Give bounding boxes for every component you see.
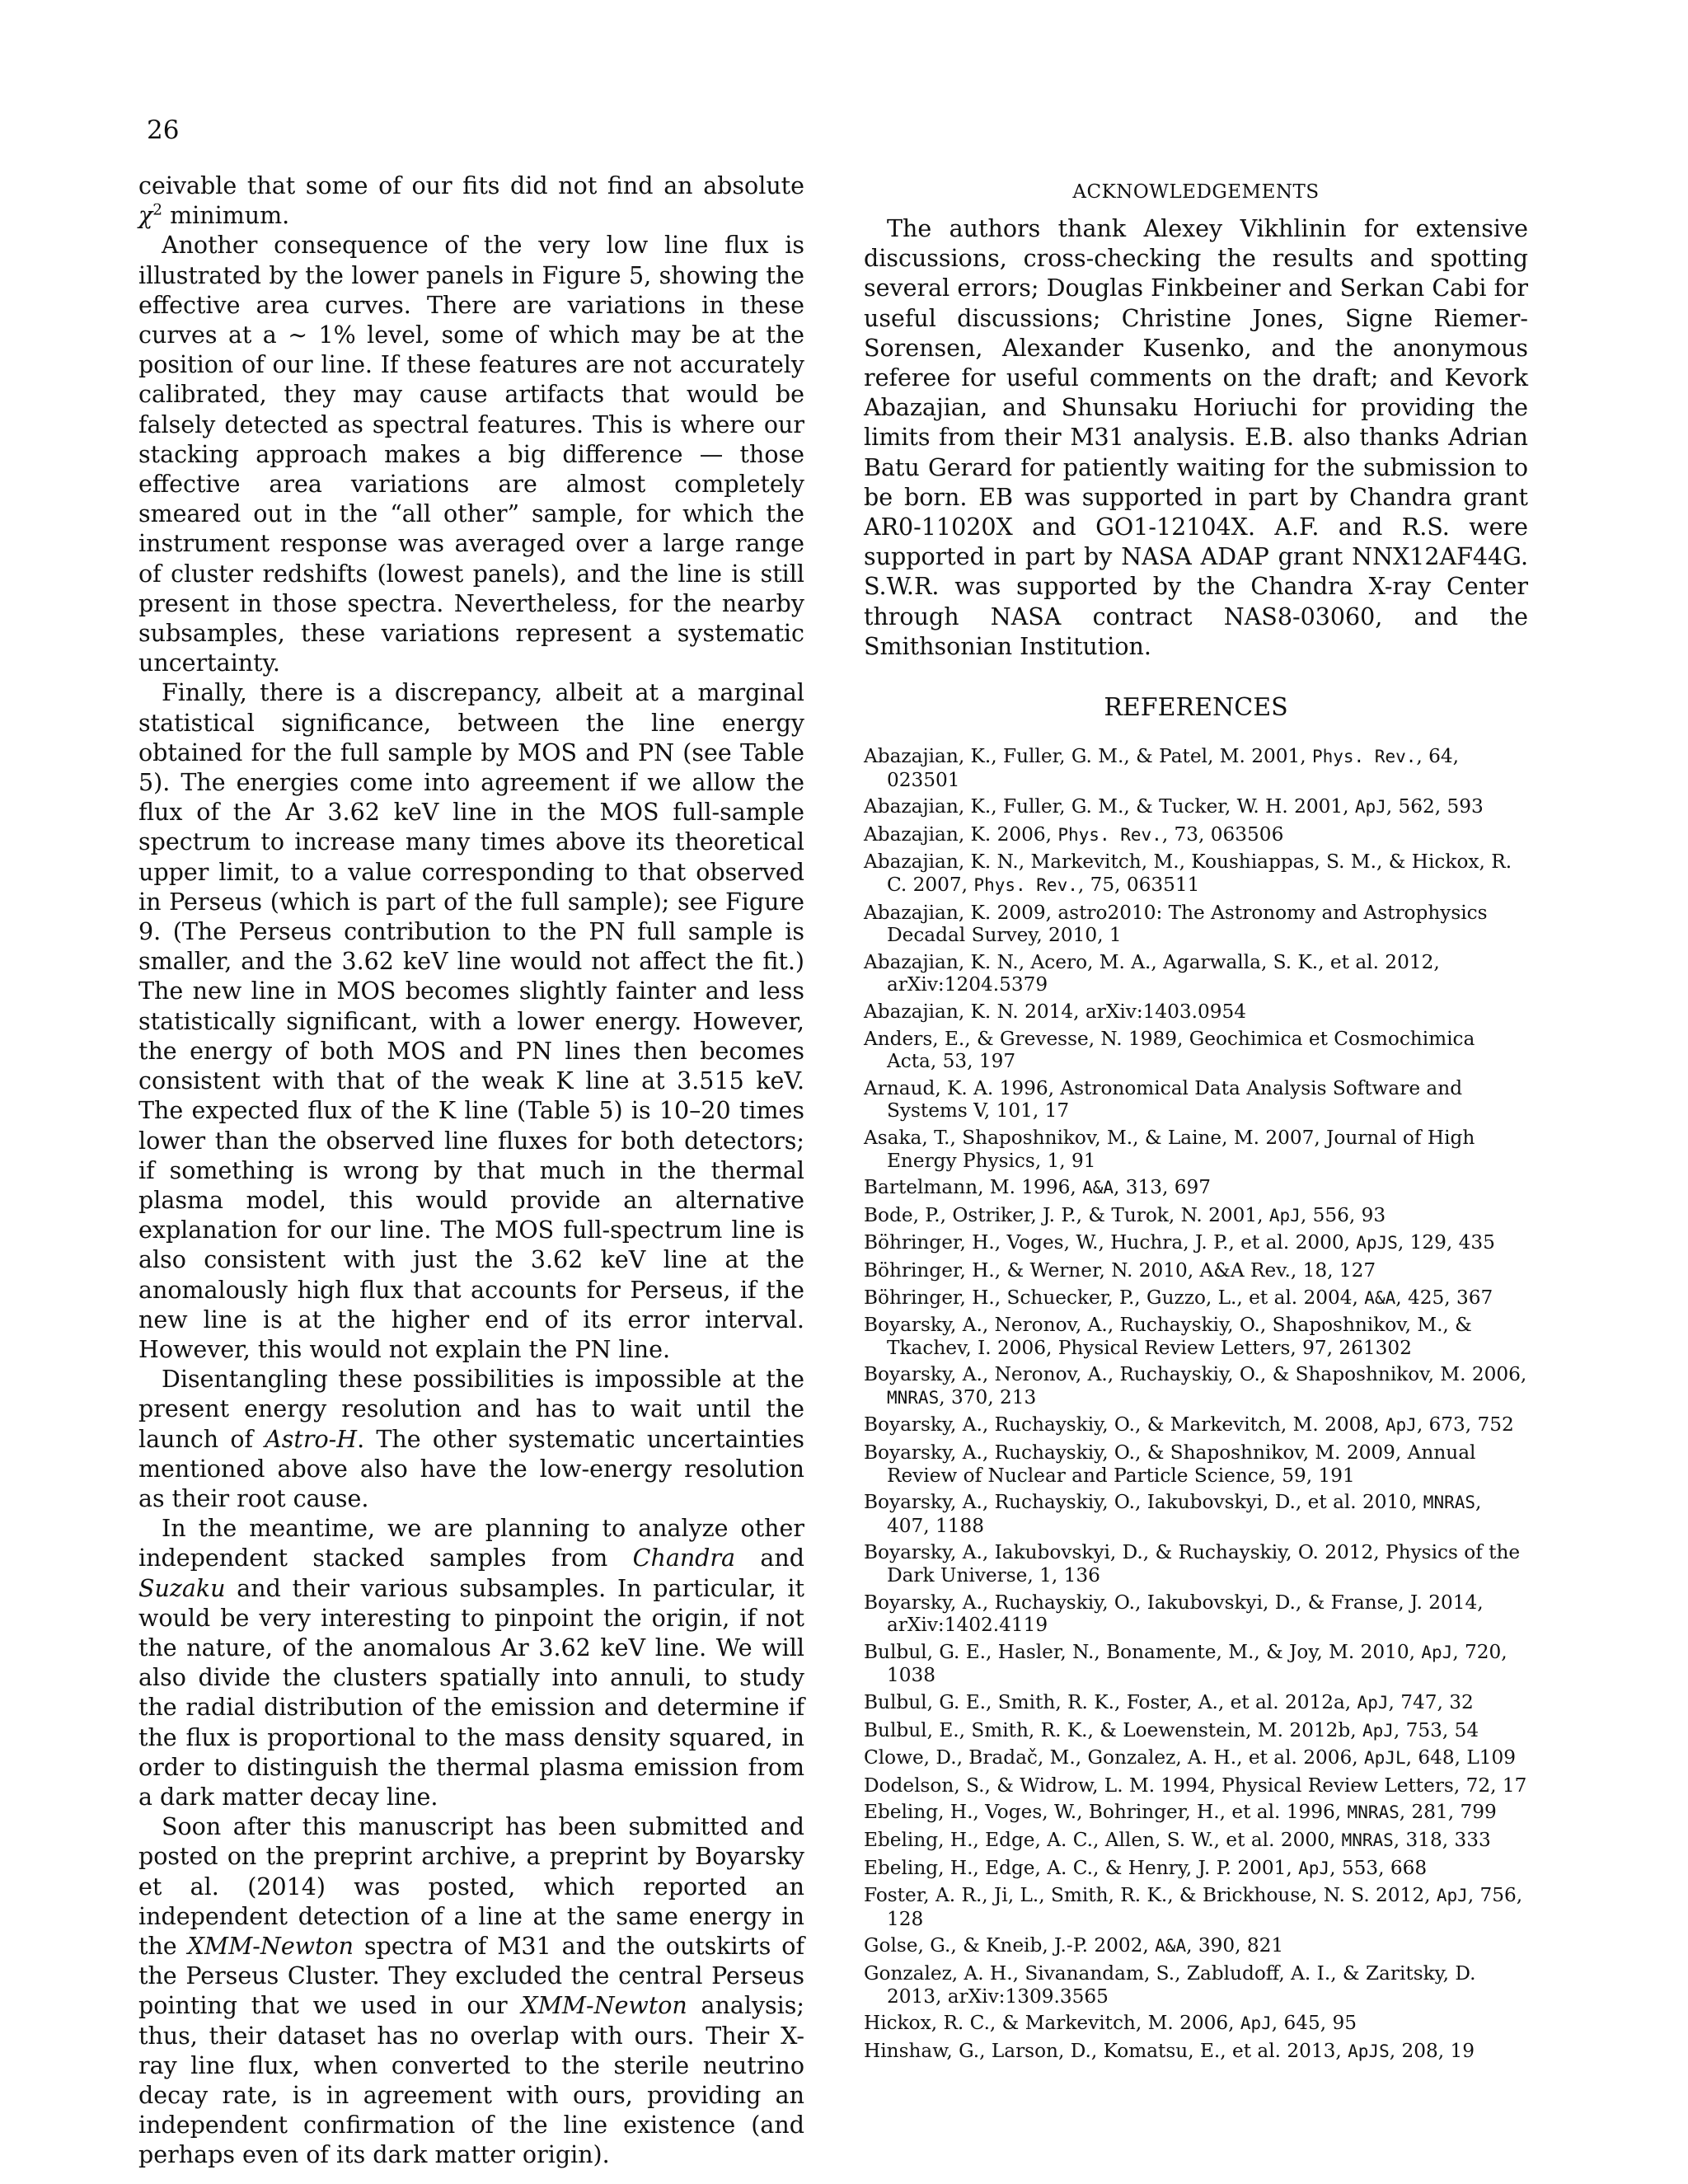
journal-name: MNRAS [1347, 1802, 1400, 1823]
journal-name: A&A [1364, 1287, 1396, 1308]
reference-item: Boyarsky, A., Neronov, A., Ruchayskiy, O., & Shaposhnikov, M. 2006, MNRAS, 370, 213 [864, 1363, 1527, 1408]
reference-item: Hinshaw, G., Larson, D., Komatsu, E., et al. 2013, ApJS, 208, 19 [864, 2039, 1475, 2062]
reference-item: Abazajian, K. N., Markevitch, M., Koushiappas, S. M., & Hickox, R. C. 2007, Phys. Rev., 75, 063511 [864, 851, 1512, 897]
journal-name: ApJ [1268, 1205, 1301, 1226]
reference-item: Abazajian, K. N. 2014, arXiv:1403.0954 [864, 1000, 1247, 1023]
paragraph-6: Soon after this manuscript has been submitted and posted on the preprint archive, a preprint by Boyarsky et al. (2014) was posted, which reported an independent detection of a line at the same energy in the XMM-Newton spectra of M31 and the outskirts of the Perseus Cluster. They excluded the central Perseus pointing that we used in our XMM-Newton analysis; thus, their dataset has no overlap with ours. Their X-ray line flux, when converted to the sterile neutrino decay rate, is in agreement with ours, providing an independent confirmation of the line existence (and perhaps even of its dark matter origin). [138, 1813, 804, 2169]
journal-name: ApJS [1348, 2041, 1390, 2061]
journal-name: ApJS [1356, 1233, 1398, 1254]
references-heading: REFERENCES [1104, 693, 1288, 723]
reference-item: Clowe, D., Bradač, M., Gonzalez, A. H., et al. 2006, ApJL, 648, L109 [864, 1746, 1517, 1769]
journal-name: MNRAS [1341, 1830, 1394, 1850]
reference-item: Abazajian, K. 2006, Phys. Rev., 73, 063506 [864, 823, 1284, 846]
paragraph-4: Disentangling these possibilities is impossible at the present energy resolution and has to wait until the launch of Astro-H. The other systematic uncertainties mentioned above also have the low-energy resolution as their root cause. [138, 1366, 804, 1512]
journal-name: ApJL [1364, 1748, 1406, 1769]
chi-symbol: χ [138, 202, 153, 230]
reference-item: Abazajian, K., Fuller, G. M., & Patel, M. 2001, Phys. Rev., 64, 023501 [864, 745, 1460, 791]
paragraph-1: ceivable that some of our fits did not find an absolute $\chi^2$ minimum. [138, 172, 804, 230]
left-column [138, 171, 804, 2171]
reference-item: Boyarsky, A., Iakubovskyi, D., & Ruchayskiy, O. 2012, Physics of the Dark Universe, 1, 136 [864, 1541, 1521, 1587]
journal-name: Phys. Rev. [1311, 747, 1417, 767]
reference-item: Böhringer, H., Schuecker, P., Guzzo, L., et al. 2004, A&A, 425, 367 [864, 1286, 1493, 1309]
right-column [864, 171, 1528, 2067]
journal-name: MNRAS [1423, 1493, 1476, 1513]
journal-name: ApJ [1385, 1415, 1417, 1436]
journal-name: Phys. Rev. [973, 875, 1078, 896]
journal-name: Phys. Rev. [1057, 824, 1162, 845]
reference-item: Dodelson, S., & Widrow, L. M. 1994, Physical Review Letters, 72, 17 [864, 1774, 1527, 1797]
reference-item: Boyarsky, A., Ruchayskiy, O., Iakubovskyi, D., et al. 2010, MNRAS, 407, 1188 [864, 1491, 1482, 1537]
acknowledgements-text: The authors thank Alexey Vikhlinin for extensive discussions, cross-checking the results and spotting several errors; Douglas Finkbeiner and Serkan Cabi for useful discussions; Christine Jones, Signe Riemer-Sorensen, Alexander Kusenko, and the anonymous referee for useful comments on the draft; and Kevork Abazajian, and Shunsaku Horiuchi for providing the limits from their M31 analysis. E.B. also thanks Adrian Batu Gerard for patiently waiting for the submission to be born. EB was supported in part by Chandra grant AR0-11020X and GO1-12104X. A.F. and R.S. were supported in part by NASA ADAP grant NNX12AF44G. S.W.R. was supported by the Chandra X-ray Center through NASA contract NAS8-03060, and the Smithsonian Institution. [864, 215, 1528, 660]
journal-name: ApJ [1240, 2013, 1272, 2034]
reference-item: Boyarsky, A., Ruchayskiy, O., Iakubovskyi, D., & Franse, J. 2014, arXiv:1402.4119 [864, 1591, 1484, 1637]
reference-item: Bartelmann, M. 1996, A&A, 313, 697 [864, 1176, 1211, 1199]
reference-item: Anders, E., & Grevesse, N. 1989, Geochimica et Cosmochimica Acta, 53, 197 [864, 1027, 1475, 1073]
reference-item: Böhringer, H., & Werner, N. 2010, A&A Rev., 18, 127 [864, 1258, 1376, 1282]
journal-name: ApJ [1298, 1858, 1330, 1878]
reference-item: Bulbul, G. E., Smith, R. K., Foster, A., et al. 2012a, ApJ, 747, 32 [864, 1691, 1474, 1714]
reference-item: Abazajian, K. 2009, astro2010: The Astronomy and Astrophysics Decadal Survey, 2010, 1 [864, 901, 1488, 947]
reference-item: Abazajian, K., Fuller, G. M., & Tucker, W. H. 2001, ApJ, 562, 593 [864, 795, 1484, 818]
paragraph-3: Finally, there is a discrepancy, albeit at a marginal statistical significance, between the line energy obtained for the full sample by MOS and PN (see Table 5). The energies come into agreement if we allow the flux of the Ar 3.62 keV line in the MOS full-sample spectrum to increase many times above its theoretical upper limit, to a value corresponding to that observed in Perseus (which is part of the full sample); see Figure 9. (The Perseus contribution to the PN full sample is smaller, and the 3.62 keV line would not affect the fit.) The new line in MOS becomes slightly fainter and less statistically significant, with a lower energy. However, the energy of both MOS and PN lines then becomes consistent with that of the weak K line at 3.515 keV. The expected flux of the K line (Table 5) is 10–20 times lower than the observed line fluxes for both detectors; if something is wrong by that much in the thermal plasma model, this would provide an alternative explanation for our line. The MOS full-spectrum line is also consistent with just the 3.62 keV line at the anomalously high flux that accounts for Perseus, if the new line is at the higher end of its error interval. However, this would not explain the PN line. [138, 679, 804, 1363]
reference-item: Ebeling, H., Edge, A. C., & Henry, J. P. 2001, ApJ, 553, 668 [864, 1856, 1428, 1879]
paragraph-2: Another consequence of the very low line flux is illustrated by the lower panels in Figure 5, showing the effective area curves. There are variations in these curves at a ∼ 1% level, some of which may be at the position of our line. If these features are not accurately calibrated, they may cause artifacts that would be falsely detected as spectral features. This is where our stacking approach makes a big difference — those effective area variations are almost completely smeared out in the “all other” sample, for which the instrument response was averaged over a large range of cluster redshifts (lowest panels), and the line is still present in those spectra. Nevertheless, for the nearby subsamples, these variations represent a systematic uncertainty. [138, 232, 804, 677]
references-list [864, 745, 1528, 2063]
reference-item: Hickox, R. C., & Markevitch, M. 2006, ApJ, 645, 95 [864, 2012, 1357, 2035]
reference-item: Arnaud, K. A. 1996, Astronomical Data Analysis Software and Systems V, 101, 17 [864, 1076, 1463, 1122]
paragraph-5: In the meantime, we are planning to analyze other independent stacked samples from Chandra and Suzaku and their various subsamples. In particular, it would be very interesting to pinpoint the origin, if not the nature, of the anomalous Ar 3.62 keV line. We will also divide the clusters spatially into annuli, to study the radial distribution of the emission and determine if the flux is proportional to the mass density squared, in order to distinguish the thermal plasma emission from a dark matter decay line. [138, 1515, 804, 1811]
page-number: 26 [147, 115, 180, 145]
journal-name: A&A [1082, 1178, 1114, 1198]
reference-item: Boyarsky, A., Ruchayskiy, O., & Markevitch, M. 2008, ApJ, 673, 752 [864, 1413, 1514, 1436]
journal-name: A&A [1155, 1936, 1187, 1957]
reference-item: Abazajian, K. N., Acero, M. A., Agarwalla, S. K., et al. 2012, arXiv:1204.5379 [864, 950, 1440, 996]
journal-name: ApJ [1362, 1720, 1394, 1741]
journal-name: ApJ [1354, 797, 1386, 818]
reference-item: Bulbul, G. E., Hasler, N., Bonamente, M., & Joy, M. 2010, ApJ, 720, 1038 [864, 1640, 1507, 1687]
reference-item: Golse, G., & Kneib, J.-P. 2002, A&A, 390, 821 [864, 1934, 1284, 1957]
reference-item: Asaka, T., Shaposhnikov, M., & Laine, M. 2007, Journal of High Energy Physics, 1, 91 [864, 1126, 1475, 1172]
reference-item: Foster, A. R., Ji, L., Smith, R. K., & Brickhouse, N. S. 2012, ApJ, 756, 128 [864, 1884, 1523, 1930]
journal-name: ApJ [1357, 1693, 1389, 1713]
reference-item: Ebeling, H., Edge, A. C., Allen, S. W., et al. 2000, MNRAS, 318, 333 [864, 1828, 1491, 1851]
reference-item: Gonzalez, A. H., Sivanandam, S., Zabludoff, A. I., & Zaritsky, D. 2013, arXiv:1309.3565 [864, 1961, 1476, 2008]
journal-name: ApJ [1421, 1642, 1453, 1662]
journal-name: ApJ [1436, 1886, 1468, 1906]
reference-item: Bulbul, E., Smith, R. K., & Loewenstein, M. 2012b, ApJ, 753, 54 [864, 1718, 1479, 1741]
journal-name: MNRAS [887, 1387, 940, 1408]
reference-item: Bode, P., Ostriker, J. P., & Turok, N. 2001, ApJ, 556, 93 [864, 1203, 1386, 1226]
reference-item: Ebeling, H., Voges, W., Bohringer, H., et al. 1996, MNRAS, 281, 799 [864, 1801, 1497, 1824]
reference-item: Boyarsky, A., Neronov, A., Ruchayskiy, O., Shaposhnikov, M., & Tkachev, I. 2006, Physical Review Letters, 97, 261302 [864, 1314, 1472, 1359]
reference-item: Boyarsky, A., Ruchayskiy, O., & Shaposhnikov, M. 2009, Annual Review of Nuclear and Particle Science, 59, 191 [864, 1441, 1476, 1487]
acknowledgements-heading: ACKNOWLEDGEMENTS [1072, 181, 1320, 203]
reference-item: Böhringer, H., Voges, W., Huchra, J. P., et al. 2000, ApJS, 129, 435 [864, 1231, 1495, 1254]
